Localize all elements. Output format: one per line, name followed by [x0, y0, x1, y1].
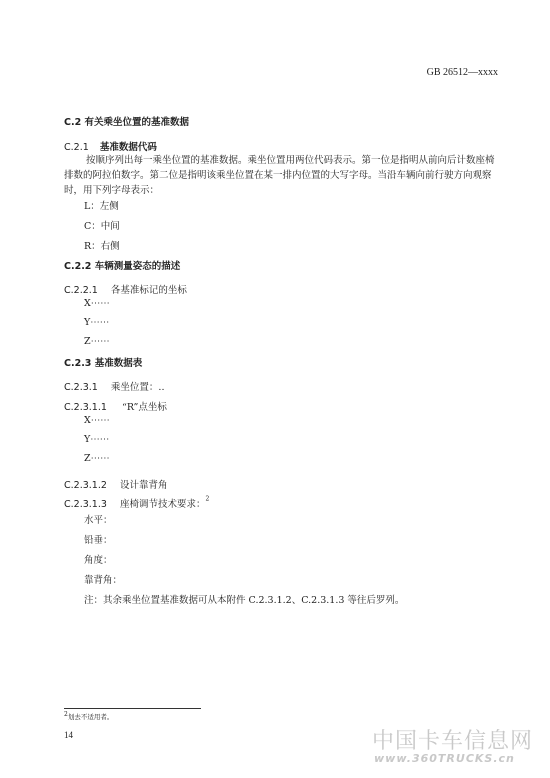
footnote-divider: [64, 708, 201, 709]
section-c231-title: 乘坐位置：..: [110, 382, 165, 393]
adjust-horizontal: 水平：: [84, 515, 113, 526]
section-c231-heading: [64, 375, 164, 394]
section-c2-title: C.2 有关乘坐位置的基准数据: [64, 117, 189, 128]
code-left: L：左侧: [84, 201, 119, 212]
section-c2312-title: 设计靠背角: [119, 480, 168, 491]
note-text: 注：其余乘坐位置基准数据可从本附件 C.2.3.1.2、C.2.3.1.3 等往后罗列。: [84, 595, 405, 606]
footnote: [64, 711, 113, 721]
watermark-cn: 中国卡车信息网: [372, 729, 534, 754]
coord-y-1: Y⋯⋯: [84, 317, 110, 328]
section-c221-heading: [64, 278, 187, 297]
coord-y-2: Y⋯⋯: [84, 434, 110, 445]
page-number: 14: [64, 730, 73, 740]
coord-z-2: Z⋯⋯: [84, 453, 110, 464]
section-c221-title: 各基准标记的坐标: [110, 285, 187, 296]
section-c2312-heading: [64, 473, 168, 492]
section-c2313-number: C.2.3.1.3: [64, 499, 107, 510]
standard-number: GB 26512—xxxx: [426, 67, 498, 78]
section-c21-heading: [64, 135, 157, 154]
section-c22-title: C.2.2 车辆测量姿态的描述: [64, 261, 181, 272]
section-c21-title: 基准数据代码: [99, 142, 157, 153]
section-c2313-title: 座椅调节技术要求：: [119, 499, 206, 510]
section-c2311-number: C.2.3.1.1: [64, 402, 107, 413]
adjust-backrest: 靠背角：: [84, 575, 123, 586]
section-c2313-heading: [64, 492, 209, 511]
section-c21-paragraph: 按顺序列出每一乘坐位置的基准数据。乘坐位置用两位代码表示。第一位是指明从前向后计数座椅排数的阿拉伯数字。第二位是指明该乘坐位置在某一排内位置的大写字母。当沿车辆向前行驶方向观察时，用下列字母表示：: [64, 155, 495, 196]
coord-z-1: Z⋯⋯: [84, 336, 110, 347]
footnote-text: 划去不适用者。: [67, 713, 114, 722]
section-c231-number: C.2.3.1: [64, 382, 98, 393]
coord-x-1: X⋯⋯: [84, 298, 110, 309]
section-c2311-title: “R”点坐标: [121, 402, 167, 413]
section-c221-number: C.2.2.1: [64, 285, 98, 296]
footnote-ref: 2: [205, 495, 210, 503]
section-c2312-number: C.2.3.1.2: [64, 480, 107, 491]
adjust-vertical: 铅垂：: [84, 535, 113, 546]
section-c23-title: C.2.3 基准数据表: [64, 358, 143, 369]
code-center: C：中间: [84, 221, 120, 232]
section-c21-number: C.2.1: [64, 142, 89, 153]
footnote-mark: 2: [64, 711, 68, 718]
code-right: R：右侧: [84, 241, 120, 252]
adjust-angle: 角度：: [84, 555, 113, 566]
coord-x-2: X⋯⋯: [84, 415, 110, 426]
watermark-url: www.360TRUCKS.cn: [374, 752, 515, 765]
section-c2311-heading: [64, 395, 167, 414]
